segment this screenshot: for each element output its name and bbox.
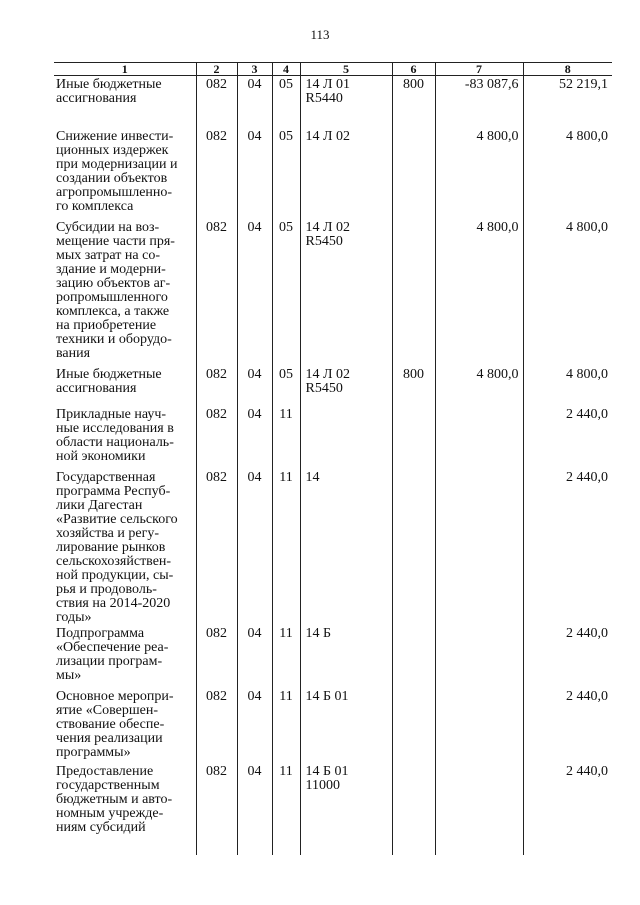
section-code: 04 <box>237 406 272 469</box>
column-header: 6 <box>392 63 435 76</box>
amount-total: 2 440,0 <box>523 625 612 688</box>
table-row <box>54 406 612 469</box>
section-code: 04 <box>237 128 272 219</box>
amount-change: 4 800,0 <box>435 219 523 366</box>
target-article-code: 14 Л 02 R5450 <box>300 366 392 406</box>
expense-type-code: 800 <box>392 76 435 128</box>
column-header: 3 <box>237 63 272 76</box>
column-header: 1 <box>54 63 196 76</box>
row-description: Субсидии на воз- мещение части пря- мых затрат на со- здание и модерни- зацию объектов аг- ропромышленного комплекса, а также на приобретение техники и оборудо- вания <box>56 219 175 361</box>
ministry-code: 082 <box>196 366 237 406</box>
section-code: 04 <box>237 76 272 128</box>
amount-change: 4 800,0 <box>435 366 523 406</box>
row-description: Иные бюджетные ассигнования <box>56 366 162 396</box>
subsection-code: 11 <box>272 763 300 855</box>
subsection-code: 11 <box>272 469 300 625</box>
amount-change: 4 800,0 <box>435 128 523 219</box>
row-description: Снижение инвести- ционных издержек при модернизации и создании объектов агропромышленно- го комплекса <box>56 128 178 214</box>
amount-total: 2 440,0 <box>523 688 612 763</box>
amount-total: 52 219,1 <box>523 76 612 128</box>
subsection-code: 05 <box>272 219 300 366</box>
column-header: 2 <box>196 63 237 76</box>
subsection-code: 05 <box>272 76 300 128</box>
amount-total: 4 800,0 <box>523 128 612 219</box>
amount-total: 2 440,0 <box>523 406 612 469</box>
table-row <box>54 625 612 688</box>
expense-type-code <box>392 688 435 763</box>
header-row <box>54 63 612 76</box>
table-row <box>54 76 612 128</box>
ministry-code: 082 <box>196 469 237 625</box>
table-row <box>54 469 612 625</box>
amount-change: -83 087,6 <box>435 76 523 128</box>
row-description: Предоставление государственным бюджетным и авто- номным учрежде- ниям субсидий <box>56 763 173 835</box>
ministry-code: 082 <box>196 763 237 855</box>
amount-change <box>435 469 523 625</box>
subsection-code: 11 <box>272 625 300 688</box>
column-header: 5 <box>300 63 392 76</box>
expense-type-code <box>392 406 435 469</box>
expense-type-code <box>392 128 435 219</box>
column-header: 8 <box>523 63 612 76</box>
row-description: Основное меропри- ятие «Совершен- ствование обеспе- чения реализации программы» <box>56 688 174 760</box>
target-article-code: 14 Л 01 R5440 <box>300 76 392 128</box>
expense-type-code: 800 <box>392 366 435 406</box>
amount-change <box>435 406 523 469</box>
table-row <box>54 763 612 855</box>
row-description: Прикладные науч- ные исследования в области националь- ной экономики <box>56 406 174 464</box>
target-article-code: 14 <box>300 469 392 625</box>
ministry-code: 082 <box>196 76 237 128</box>
row-description: Государственная программа Респуб- лики Дагестан «Развитие сельского хозяйства и регу- лирование рынков сельскохозяйствен- ной продукции, сы- рья и продоволь- ствия на 2014-2020 годы» <box>56 469 178 625</box>
ministry-code: 082 <box>196 625 237 688</box>
target-article-code: 14 Л 02 <box>300 128 392 219</box>
amount-change <box>435 688 523 763</box>
amount-total: 2 440,0 <box>523 763 612 855</box>
row-description: Подпрограмма «Обеспечение реа- лизации програм- мы» <box>56 625 169 683</box>
amount-total: 4 800,0 <box>523 366 612 406</box>
expense-type-code <box>392 219 435 366</box>
expense-type-code <box>392 469 435 625</box>
budget-table <box>54 62 612 855</box>
section-code: 04 <box>237 763 272 855</box>
expense-type-code <box>392 625 435 688</box>
target-article-code: 14 Б 01 11000 <box>300 763 392 855</box>
column-header: 4 <box>272 63 300 76</box>
subsection-code: 11 <box>272 688 300 763</box>
page-number: 113 <box>310 27 330 42</box>
section-code: 04 <box>237 219 272 366</box>
target-article-code <box>300 406 392 469</box>
table-row <box>54 688 612 763</box>
subsection-code: 05 <box>272 366 300 406</box>
ministry-code: 082 <box>196 128 237 219</box>
amount-change <box>435 763 523 855</box>
section-code: 04 <box>237 469 272 625</box>
subsection-code: 11 <box>272 406 300 469</box>
ministry-code: 082 <box>196 219 237 366</box>
amount-total: 2 440,0 <box>523 469 612 625</box>
table-row <box>54 128 612 219</box>
row-description: Иные бюджетные ассигнования <box>56 77 162 106</box>
amount-change <box>435 625 523 688</box>
ministry-code: 082 <box>196 406 237 469</box>
table-row <box>54 219 612 366</box>
amount-total: 4 800,0 <box>523 219 612 366</box>
target-article-code: 14 Б <box>300 625 392 688</box>
section-code: 04 <box>237 688 272 763</box>
subsection-code: 05 <box>272 128 300 219</box>
section-code: 04 <box>237 366 272 406</box>
target-article-code: 14 Б 01 <box>300 688 392 763</box>
column-header: 7 <box>435 63 523 76</box>
target-article-code: 14 Л 02 R5450 <box>300 219 392 366</box>
expense-type-code <box>392 763 435 855</box>
ministry-code: 082 <box>196 688 237 763</box>
table-row <box>54 366 612 406</box>
section-code: 04 <box>237 625 272 688</box>
